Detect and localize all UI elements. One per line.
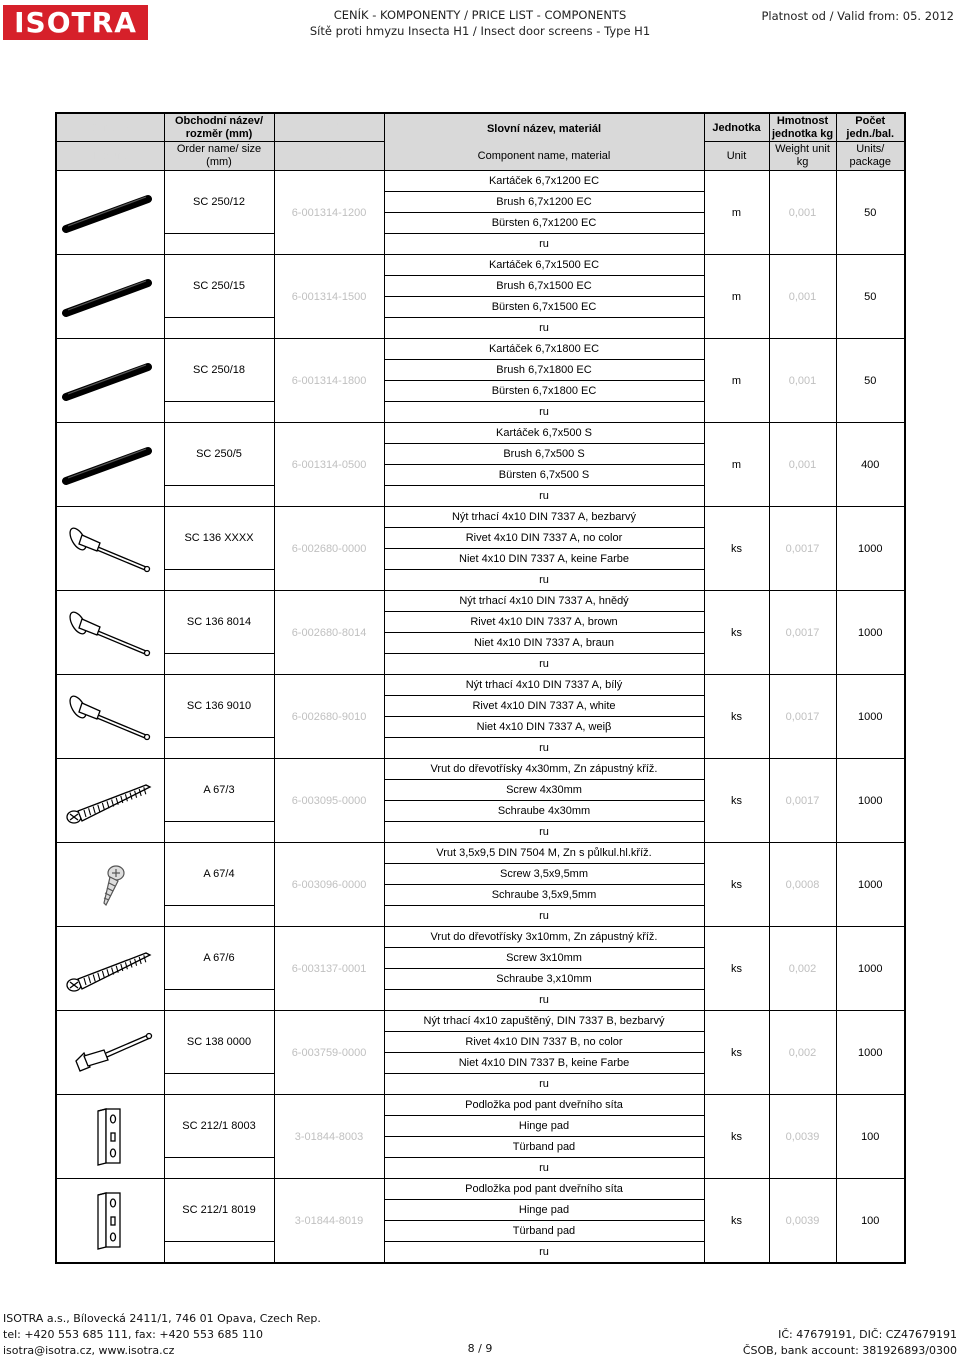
order-name: SC 136 8014 xyxy=(164,591,274,654)
order-name: A 67/4 xyxy=(164,843,274,906)
units-value: 1000 xyxy=(836,507,905,591)
component-name: Podložka pod pant dveřního síta xyxy=(384,1095,704,1116)
component-name: Bürsten 6,7x500 S xyxy=(384,465,704,486)
long-screw-icon xyxy=(56,927,164,1011)
weight-value: 0,001 xyxy=(769,423,836,507)
component-name: Nýt trhací 4x10 DIN 7337 A, bílý xyxy=(384,675,704,696)
component-name: Hinge pad xyxy=(384,1116,704,1137)
component-name: Nýt trhací 4x10 zapuštěný, DIN 7337 B, bezbarvý xyxy=(384,1011,704,1032)
units-value: 1000 xyxy=(836,675,905,759)
valid-from: Platnost od / Valid from: 05. 2012 xyxy=(761,9,954,23)
component-name: ru xyxy=(384,1074,704,1095)
component-name: Bürsten 6,7x1800 EC xyxy=(384,381,704,402)
brush-icon xyxy=(56,339,164,423)
unit-value: m xyxy=(704,255,769,339)
order-name: SC 212/1 8003 xyxy=(164,1095,274,1158)
component-name: Schraube 3,5x9,5mm xyxy=(384,885,704,906)
component-name: ru xyxy=(384,570,704,591)
component-name: ru xyxy=(384,234,704,255)
header-weight-en: Weight unit kg xyxy=(769,142,836,171)
unit-value: ks xyxy=(704,759,769,843)
component-name: Bürsten 6,7x1500 EC xyxy=(384,297,704,318)
order-name-spacer xyxy=(164,486,274,507)
weight-value: 0,0039 xyxy=(769,1179,836,1264)
header-title: CENÍK - KOMPONENTY / PRICE LIST - COMPONENTS xyxy=(333,8,627,22)
footer-right xyxy=(743,1327,957,1359)
header-component xyxy=(384,113,704,171)
unit-value: m xyxy=(704,339,769,423)
header-order-name-en: Order name/ size (mm) xyxy=(164,142,274,171)
order-name-spacer xyxy=(164,1242,274,1264)
order-name: A 67/6 xyxy=(164,927,274,990)
table-row xyxy=(56,423,905,444)
brush-icon xyxy=(56,423,164,507)
component-name: Nýt trhací 4x10 DIN 7337 A, hnědý xyxy=(384,591,704,612)
unit-value: ks xyxy=(704,507,769,591)
component-name: Brush 6,7x1200 EC xyxy=(384,192,704,213)
units-value: 1000 xyxy=(836,759,905,843)
component-name: Screw 3,5x9,5mm xyxy=(384,864,704,885)
weight-value: 0,001 xyxy=(769,171,836,255)
component-name: Bürsten 6,7x1200 EC xyxy=(384,213,704,234)
order-name: A 67/3 xyxy=(164,759,274,822)
unit-value: ks xyxy=(704,843,769,927)
component-name: Brush 6,7x1800 EC xyxy=(384,360,704,381)
component-name: Schraube 3,x10mm xyxy=(384,969,704,990)
component-name: Screw 3x10mm xyxy=(384,948,704,969)
footer-left xyxy=(3,1311,321,1359)
weight-value: 0,0039 xyxy=(769,1095,836,1179)
unit-value: ks xyxy=(704,1095,769,1179)
component-name: Rivet 4x10 DIN 7337 B, no color xyxy=(384,1032,704,1053)
component-name: Rivet 4x10 DIN 7337 A, no color xyxy=(384,528,704,549)
order-name-spacer xyxy=(164,822,274,843)
product-code: 6-002680-0000 xyxy=(274,507,384,591)
weight-value: 0,0017 xyxy=(769,507,836,591)
unit-value: ks xyxy=(704,1179,769,1264)
table-row xyxy=(56,759,905,780)
component-name: ru xyxy=(384,906,704,927)
short-screw-icon xyxy=(56,843,164,927)
header-units: Počet jedn./bal. xyxy=(836,113,905,142)
weight-value: 0,001 xyxy=(769,255,836,339)
product-code: 6-002680-8014 xyxy=(274,591,384,675)
weight-value: 0,0008 xyxy=(769,843,836,927)
order-name: SC 250/18 xyxy=(164,339,274,402)
component-name: Kartáček 6,7x500 S xyxy=(384,423,704,444)
component-name: Türband pad xyxy=(384,1221,704,1242)
weight-value: 0,0017 xyxy=(769,675,836,759)
product-code: 6-003759-0000 xyxy=(274,1011,384,1095)
component-name: Niet 4x10 DIN 7337 B, keine Farbe xyxy=(384,1053,704,1074)
unit-value: ks xyxy=(704,927,769,1011)
order-name-spacer xyxy=(164,990,274,1011)
component-name: ru xyxy=(384,654,704,675)
long-screw-icon xyxy=(56,759,164,843)
table-row xyxy=(56,1011,905,1032)
table-row xyxy=(56,927,905,948)
weight-value: 0,002 xyxy=(769,1011,836,1095)
order-name-spacer xyxy=(164,1074,274,1095)
isotra-logo: ISOTRA xyxy=(3,5,148,40)
order-name-spacer xyxy=(164,906,274,927)
component-name: ru xyxy=(384,318,704,339)
order-name: SC 250/5 xyxy=(164,423,274,486)
component-name: Kartáček 6,7x1800 EC xyxy=(384,339,704,360)
footer-phone: tel: +420 553 685 111, fax: +420 553 685 110 xyxy=(3,1328,264,1341)
component-name: ru xyxy=(384,1158,704,1179)
header-picture-en: Picture xyxy=(56,142,164,171)
unit-value: m xyxy=(704,171,769,255)
weight-value: 0,0017 xyxy=(769,759,836,843)
units-value: 1000 xyxy=(836,843,905,927)
units-value: 50 xyxy=(836,339,905,423)
component-name: ru xyxy=(384,822,704,843)
order-name: SC 138 0000 xyxy=(164,1011,274,1074)
product-code: 3-01844-8019 xyxy=(274,1179,384,1264)
weight-value: 0,0017 xyxy=(769,591,836,675)
header-weight: Hmotnost jednotka kg xyxy=(769,113,836,142)
component-name: Vrut 3,5x9,5 DIN 7504 M, Zn s půlkul.hl.kříž. xyxy=(384,843,704,864)
order-name-spacer xyxy=(164,318,274,339)
component-name: Niet 4x10 DIN 7337 A, weiβ xyxy=(384,717,704,738)
weight-value: 0,002 xyxy=(769,927,836,1011)
unit-value: ks xyxy=(704,1011,769,1095)
component-name: ru xyxy=(384,402,704,423)
units-value: 100 xyxy=(836,1095,905,1179)
component-name: ru xyxy=(384,990,704,1011)
table-row xyxy=(56,675,905,696)
product-code: 6-003137-0001 xyxy=(274,927,384,1011)
header-unit: Jednotka xyxy=(704,113,769,142)
product-code: 6-001314-1800 xyxy=(274,339,384,423)
rivet-icon xyxy=(56,507,164,591)
component-name: ru xyxy=(384,486,704,507)
header-picture: Obrázek xyxy=(56,113,164,142)
table-row xyxy=(56,339,905,360)
units-value: 50 xyxy=(836,171,905,255)
order-name-spacer xyxy=(164,234,274,255)
rivet-icon xyxy=(56,675,164,759)
component-name: Kartáček 6,7x1500 EC xyxy=(384,255,704,276)
product-code: 6-001314-0500 xyxy=(274,423,384,507)
component-name: Hinge pad xyxy=(384,1200,704,1221)
component-name: Nýt trhací 4x10 DIN 7337 A, bezbarvý xyxy=(384,507,704,528)
product-code: 6-003096-0000 xyxy=(274,843,384,927)
table-row xyxy=(56,1095,905,1116)
table-row xyxy=(56,843,905,864)
product-code: 6-002680-9010 xyxy=(274,675,384,759)
order-name: SC 136 9010 xyxy=(164,675,274,738)
component-name: Brush 6,7x500 S xyxy=(384,444,704,465)
order-name: SC 212/1 8019 xyxy=(164,1179,274,1242)
footer-bank: ČSOB, bank account: 381926893/0300 xyxy=(742,1344,957,1357)
units-value: 1000 xyxy=(836,927,905,1011)
footer-email[interactable]: isotra@isotra.cz, www.isotra.cz xyxy=(3,1344,175,1357)
units-value: 100 xyxy=(836,1179,905,1264)
footer-company: ISOTRA a.s., Bílovecká 2411/1, 746 01 Opava, Czech Rep. xyxy=(3,1312,321,1325)
component-name: Schraube 4x30mm xyxy=(384,801,704,822)
component-name: Rivet 4x10 DIN 7337 A, brown xyxy=(384,612,704,633)
rivet-icon xyxy=(56,591,164,675)
order-name-spacer xyxy=(164,570,274,591)
header-component-en: Component name, material xyxy=(477,150,611,162)
unit-value: m xyxy=(704,423,769,507)
order-name: SC 250/15 xyxy=(164,255,274,318)
product-code: 6-001314-1200 xyxy=(274,171,384,255)
component-name: Podložka pod pant dveřního síta xyxy=(384,1179,704,1200)
component-name: Vrut do dřevotřísky 3x10mm, Zn zápustný kříž. xyxy=(384,927,704,948)
units-value: 400 xyxy=(836,423,905,507)
table-row xyxy=(56,591,905,612)
component-name: ru xyxy=(384,1242,704,1264)
header-subtitle: Sítě proti hmyzu Insecta H1 / Insect door screens - Type H1 xyxy=(309,24,651,38)
units-value: 1000 xyxy=(836,591,905,675)
table-row xyxy=(56,255,905,276)
component-name: Rivet 4x10 DIN 7337 A, white xyxy=(384,696,704,717)
component-name: Türband pad xyxy=(384,1137,704,1158)
units-value: 1000 xyxy=(836,1011,905,1095)
product-code: 6-003095-0000 xyxy=(274,759,384,843)
table-row xyxy=(56,1179,905,1200)
order-name: SC 136 XXXX xyxy=(164,507,274,570)
price-list-table xyxy=(55,112,906,1264)
table-row xyxy=(56,171,905,192)
page-number: 8 / 9 xyxy=(467,1342,493,1355)
header-code: Kód xyxy=(274,113,384,142)
component-name: Niet 4x10 DIN 7337 A, keine Farbe xyxy=(384,549,704,570)
header-component-cz: Slovní název, materiál xyxy=(486,123,602,135)
product-code: 6-001314-1500 xyxy=(274,255,384,339)
order-name-spacer xyxy=(164,654,274,675)
header-units-en: Units/ package xyxy=(836,142,905,171)
brush-icon xyxy=(56,255,164,339)
component-name: Kartáček 6,7x1200 EC xyxy=(384,171,704,192)
order-name-spacer xyxy=(164,738,274,759)
unit-value: ks xyxy=(704,675,769,759)
table-header-row-cz xyxy=(56,113,905,142)
component-name: Screw 4x30mm xyxy=(384,780,704,801)
component-name: Niet 4x10 DIN 7337 A, braun xyxy=(384,633,704,654)
component-name: ru xyxy=(384,738,704,759)
table-row xyxy=(56,507,905,528)
component-name: Vrut do dřevotřísky 4x30mm, Zn zápustný kříž. xyxy=(384,759,704,780)
units-value: 50 xyxy=(836,255,905,339)
brush-icon xyxy=(56,171,164,255)
component-name: Brush 6,7x1500 EC xyxy=(384,276,704,297)
hinge-pad-icon xyxy=(56,1179,164,1264)
weight-value: 0,001 xyxy=(769,339,836,423)
order-name: SC 250/12 xyxy=(164,171,274,234)
order-name-spacer xyxy=(164,1158,274,1179)
countersunk-rivet-icon xyxy=(56,1011,164,1095)
product-code: 3-01844-8003 xyxy=(274,1095,384,1179)
footer-ids: IČ: 47679191, DIČ: CZ47679191 xyxy=(778,1328,957,1341)
hinge-pad-icon xyxy=(56,1095,164,1179)
unit-value: ks xyxy=(704,591,769,675)
header-unit-en: Unit xyxy=(704,142,769,171)
header-code-en: Code xyxy=(274,142,384,171)
order-name-spacer xyxy=(164,402,274,423)
header-order-name: Obchodní název/ rozměr (mm) xyxy=(164,113,274,142)
